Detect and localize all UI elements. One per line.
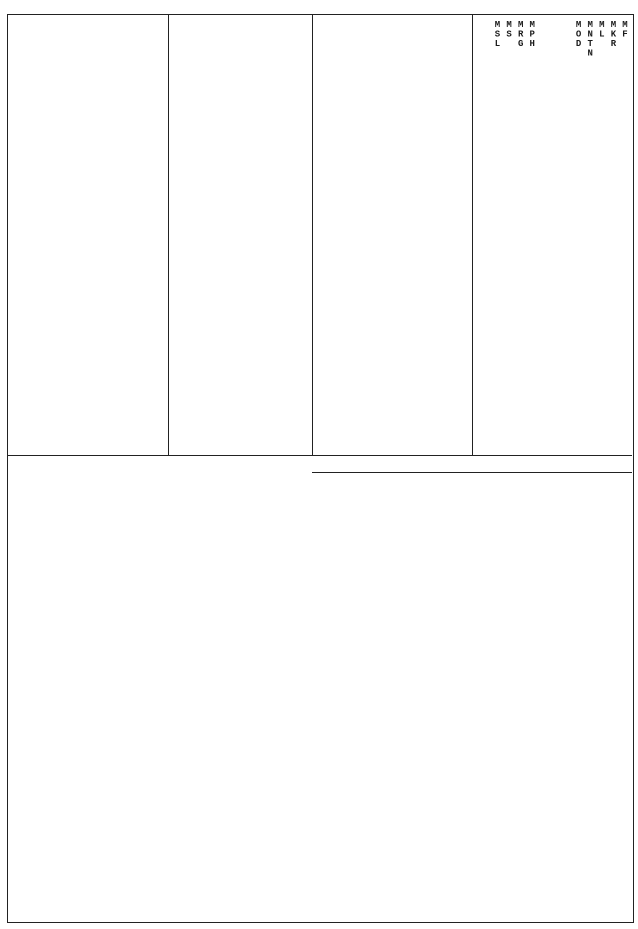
- code-entry: MS: [504, 20, 515, 39]
- code-entry: MPH: [527, 20, 538, 49]
- horizontal-divider: [8, 455, 632, 456]
- code-entry: MSL: [492, 20, 503, 49]
- code-entry: MNTN: [585, 20, 596, 58]
- code-entry: MF: [620, 20, 630, 39]
- code-entry: MRG: [515, 20, 526, 49]
- code-entry: MKR: [608, 20, 619, 49]
- section-divider: [168, 15, 169, 455]
- code-entry: MOD: [573, 20, 584, 49]
- code-entry: ML: [596, 20, 607, 39]
- section-2-meanings: [316, 96, 468, 451]
- section-2-codes: [316, 20, 468, 90]
- horizontal-divider: [312, 472, 632, 473]
